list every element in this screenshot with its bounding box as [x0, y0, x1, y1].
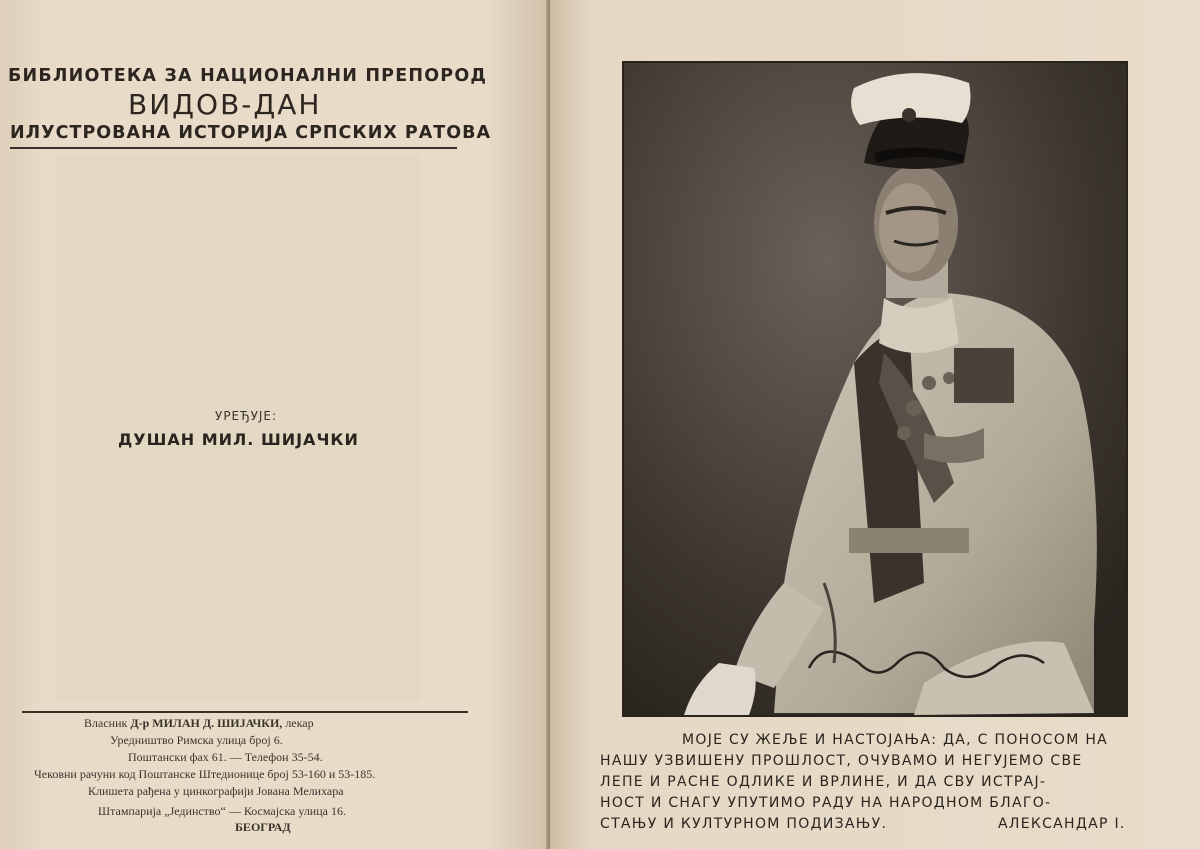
quote-line-text: СТАЊУ И КУЛТУРНОМ ПОДИЗАЊУ. [600, 816, 888, 832]
quote-line: НАШУ УЗВИШЕНУ ПРОШЛОСТ, ОЧУВАМО И НЕГУЈЕМО СВЕ [600, 753, 1083, 769]
quote-line: НОСТ И СНАГУ УПУТИМО РАДУ НА НАРОДНОМ БЛАГО- [600, 795, 1052, 811]
portrait-photo [622, 61, 1128, 717]
imprint-accounts: Чековни рачуни код Поштанске Штедионице број 53-160 и 53-185. [34, 767, 376, 781]
top-rule [10, 147, 457, 149]
quote-line: ЛЕПЕ И РАСНЕ ОДЛИКЕ И ВРЛИНЕ, И ДА СВУ ИСТРАЈ- [600, 774, 1047, 790]
imprint-office: Уредништво Римска улица број 6. [110, 733, 283, 747]
imprint-owner [84, 716, 314, 731]
left-page [0, 0, 550, 849]
imprint-postbox: Поштански фах 61. — Телефон 35-54. [128, 750, 323, 764]
imprint-owner-suffix: лекар [285, 716, 314, 730]
editor-label: УРЕЂУЈЕ: [215, 409, 278, 423]
series-subtitle: ИЛУСТРОВАНА ИСТОРИЈА СРПСКИХ РАТОВА [10, 123, 492, 143]
blank-panel [55, 155, 420, 700]
quote-signature: АЛЕКСАНДАР I. [998, 816, 1126, 832]
portrait-illustration [624, 63, 1126, 715]
imprint-city: БЕОГРАД [235, 820, 291, 834]
quote-line-last [600, 814, 1126, 835]
imprint-plates: Клишета рађена у цинкографији Јована Мелихара [88, 784, 344, 798]
quote-line: МОЈЕ СУ ЖЕЉЕ И НАСТОЈАЊА: ДА, С ПОНОСОМ НА [682, 732, 1109, 748]
series-line: БИБЛИОТЕКА ЗА НАЦИОНАЛНИ ПРЕПОРОД [8, 66, 488, 86]
series-name: ВИДОВ-ДАН [128, 88, 322, 121]
editor-name: ДУШАН МИЛ. ШИЈАЧКИ [118, 430, 359, 449]
imprint-printer: Штампарија „Јединство“ — Космајска улица 16. [98, 804, 346, 818]
imprint-owner-prefix: Власник [84, 716, 128, 730]
imprint-owner-name: Д-р МИЛАН Д. ШИЈАЧКИ, [130, 716, 283, 730]
quote-block [600, 730, 1126, 835]
bottom-rule [22, 711, 468, 713]
